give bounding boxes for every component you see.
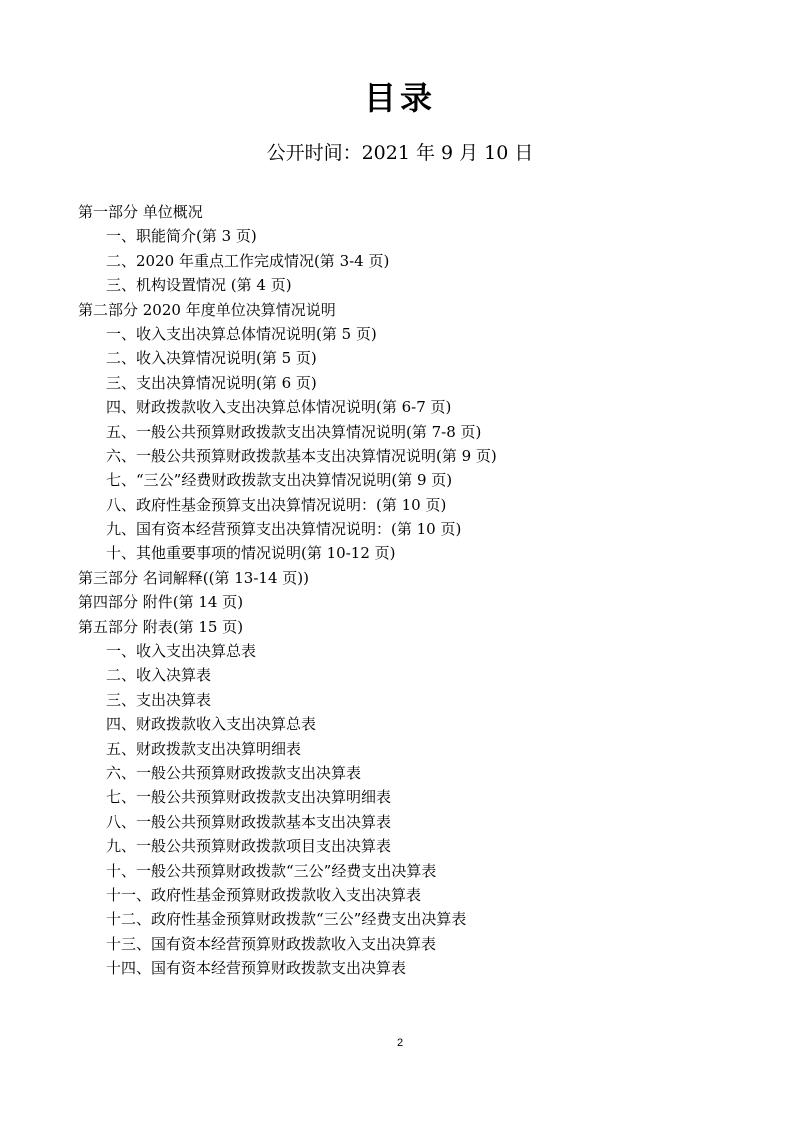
- toc-entry: 一、收入支出决算总表: [106, 642, 257, 661]
- toc-entry: 八、政府性基金预算支出决算情况说明：(第 10 页): [106, 495, 447, 514]
- page-title: 目录: [363, 79, 436, 117]
- toc-entry: 六、一般公共预算财政拨款支出决算表: [106, 763, 362, 782]
- toc-entry: 七、一般公共预算财政拨款支出决算明细表: [106, 788, 392, 807]
- toc-entry: 十、其他重要事项的情况说明(第 10-12 页): [106, 544, 396, 563]
- toc-entry: 七、“三公”经费财政拨款支出决算情况说明(第 9 页): [106, 471, 453, 490]
- toc-entry: 十二、政府性基金预算财政拨款“三公”经费支出决算表: [106, 910, 467, 929]
- toc-entry: 三、机构设置情况 (第 4 页): [106, 276, 292, 295]
- toc-entry: 六、一般公共预算财政拨款基本支出决算情况说明(第 9 页): [106, 446, 497, 465]
- toc-entry: 九、一般公共预算财政拨款项目支出决算表: [106, 837, 392, 856]
- toc-entry: 四、财政拨款收入支出决算总表: [106, 715, 317, 734]
- toc-entry: 十四、国有资本经营预算财政拨款支出决算表: [106, 959, 407, 978]
- toc-entry: 五、财政拨款支出决算明细表: [106, 739, 302, 758]
- toc-entry: 十一、政府性基金预算财政拨款收入支出决算表: [106, 885, 422, 904]
- toc-entry: 九、国有资本经营预算支出决算情况说明：(第 10 页): [106, 520, 462, 539]
- toc-entry: 第二部分 2020 年度单位决算情况说明: [78, 300, 336, 319]
- toc-entry: 五、一般公共预算财政拨款支出决算情况说明(第 7-8 页): [106, 422, 482, 441]
- toc-entry: 二、收入决算表: [106, 666, 212, 685]
- toc-entry: 第四部分 附件(第 14 页): [78, 593, 244, 612]
- toc-entry: 第一部分 单位概况: [78, 203, 203, 221]
- publish-date: 公开时间：2021 年 9 月 10 日: [266, 142, 534, 164]
- toc-entry: 一、职能简介(第 3 页): [106, 227, 257, 246]
- toc-entry: 三、支出决算表: [106, 690, 212, 709]
- toc-entry: 一、收入支出决算总体情况说明(第 5 页): [106, 324, 377, 343]
- toc-entry: 二、收入决算情况说明(第 5 页): [106, 349, 317, 368]
- toc-entry: 第三部分 名词解释((第 13-14 页)): [78, 568, 309, 587]
- toc-entry: 十、一般公共预算财政拨款“三公”经费支出决算表: [106, 861, 437, 880]
- toc-entry: 八、一般公共预算财政拨款基本支出决算表: [106, 812, 392, 831]
- toc-entry: 二、2020 年重点工作完成情况(第 3-4 页): [106, 251, 390, 270]
- toc-entry: 十三、国有资本经营预算财政拨款收入支出决算表: [106, 934, 437, 953]
- toc-entry: 第五部分 附表(第 15 页): [78, 617, 244, 636]
- table-of-contents: [78, 200, 497, 981]
- toc-entry: 四、财政拨款收入支出决算总体情况说明(第 6-7 页): [106, 398, 452, 417]
- page-number: 2: [396, 1037, 404, 1049]
- toc-entry: 三、支出决算情况说明(第 6 页): [106, 373, 317, 392]
